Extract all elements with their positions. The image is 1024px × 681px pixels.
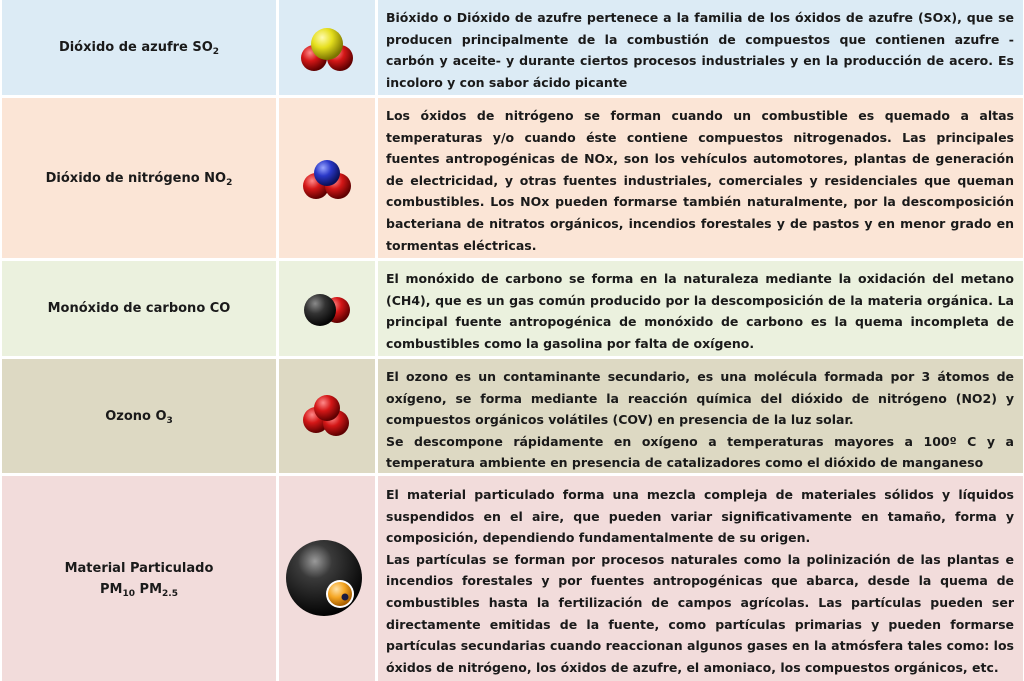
table-row bbox=[2, 359, 1023, 476]
pollutant-description: El monóxido de carbono se forma en la naturaleza mediante la oxidación del metano (CH4), que es un gas común producido por la descomposición de la materia orgánica. La principal fuente antropogénica de monóxido de carbono es la quema incompleta de combustibles como la gasolina por falta de oxígeno. bbox=[386, 271, 1014, 351]
pollutant-name: Dióxido de nitrógeno $NO_2$ bbox=[2, 98, 279, 258]
pollutant-description: Los óxidos de nitrógeno se forman cuando un combustible es quemado a altas temperaturas y/o cuando éste contiene compuestos nitrogenados. Las principales fuentes antropogénicas de NOx, son los vehículos automotores, plantas de generación de electricidad, y otras fuentes industriales, comerciales y residenciales que queman combustibles. Los NOx pueden formarse también naturalmente, por la descomposición bacteriana de nitratos orgánicos, incendios forestales y de pastos y en menor grado en tormentas eléctricas. bbox=[386, 108, 1014, 253]
pollutant-description: El material particulado forma una mezcla compleja de materiales sólidos y líquidos suspendidos en el aire, que pueden variar significativamente en tamaño, forma y composición, dependiendo fundamentalmente de su origen. Las partículas se forman por procesos naturales como la polinización de las plantas e incendios forestales y por fuentes antropogénicas que abarca, desde la quema de combustibles hasta la fertilización de campos agrícolas. Las partículas pueden ser directamente emitidas de la fuente, como partículas primarias y pueden formarse partículas secundarias cuando reaccionan algunos gases en la atmósfera tales como: los óxidos de nitrógeno, los óxidos de azufre, el amoniaco, los compuestos orgánicos, etc. bbox=[386, 487, 1014, 675]
pollutant-name: Material Particulado $PM_{10}$ $PM_{2.5}$ bbox=[2, 476, 279, 681]
pollutant-name: Dióxido de azufre $SO_2$ bbox=[2, 0, 279, 95]
pollutant-description: El ozono es un contaminante secundario, es una molécula formada por 3 átomos de oxígeno, se forma mediante la reacción química del dióxido de nitrógeno (NO2) y compuestos orgánicos volátiles (COV) en presencia de la luz solar. Se descompone rápidamente en oxígeno a temperaturas mayores a 100º C y a temperatura ambiente en presencia de catalizadores como el dióxido de manganeso bbox=[386, 369, 1014, 471]
table-row bbox=[2, 98, 1023, 261]
pollutants-table bbox=[2, 0, 1023, 681]
nitrogen-dioxide-molecule-icon bbox=[279, 98, 378, 258]
carbon-monoxide-molecule-icon bbox=[279, 261, 378, 356]
pollutant-description: Bióxido o Dióxido de azufre pertenece a la familia de los óxidos de azufre (SOx), que se producen principalmente de la combustión de compuestos que contienen azufre - carbón y aceite- y durante ciertos procesos industriales y en la producción de acero. Es incoloro y con sabor ácido picante bbox=[386, 10, 1014, 90]
table-row bbox=[2, 476, 1023, 681]
pollutant-name: Monóxido de carbono CO bbox=[2, 261, 279, 356]
pollutant-name: Ozono $O_3$ bbox=[2, 359, 279, 473]
table-row bbox=[2, 0, 1023, 98]
sulfur-dioxide-molecule-icon bbox=[279, 0, 378, 95]
particulate-matter-sphere-icon bbox=[279, 476, 378, 681]
table-row bbox=[2, 261, 1023, 359]
ozone-molecule-icon bbox=[279, 359, 378, 473]
